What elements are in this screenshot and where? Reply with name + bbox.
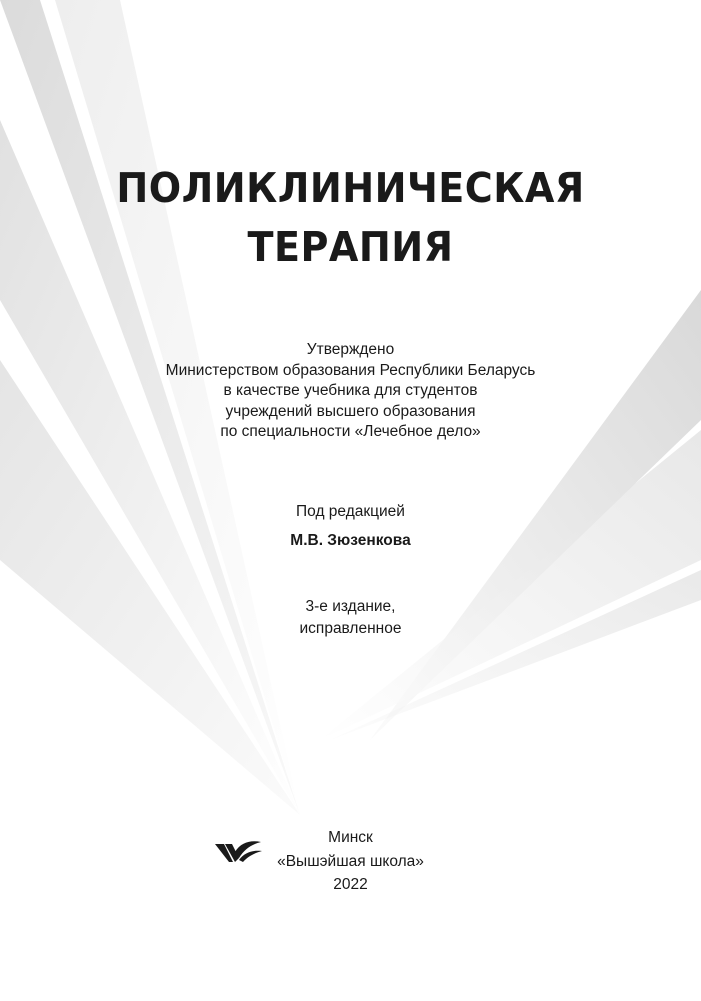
approval-line: в качестве учебника для студентов	[223, 382, 478, 399]
imprint-block	[0, 826, 701, 897]
ray-right-2	[320, 430, 701, 740]
editor-label: Под редакцией	[296, 503, 405, 520]
publication-year: 2022	[333, 876, 368, 893]
editor-block	[0, 497, 701, 555]
approval-line: Министерством образования Республики Беларусь	[165, 361, 536, 379]
approval-line: по специальности «Лечебное дело»	[220, 423, 481, 440]
editor-name: М.В. Зюзенкова	[290, 532, 411, 549]
approval-statement	[0, 340, 701, 443]
edition-note: исправленное	[299, 620, 402, 637]
publication-city: Минск	[328, 829, 373, 846]
book-title-line-1: ПОЛИКЛИНИЧЕСКАЯ	[116, 164, 585, 212]
edition-block	[0, 596, 701, 640]
edition-number: 3-е издание,	[305, 598, 396, 615]
book-title-line-2: ТЕРАПИЯ	[247, 223, 454, 271]
approval-line: учреждений высшего образования	[225, 402, 476, 420]
publisher-name: «Вышэйшая школа»	[277, 852, 424, 870]
approval-line: Утверждено	[306, 341, 395, 358]
